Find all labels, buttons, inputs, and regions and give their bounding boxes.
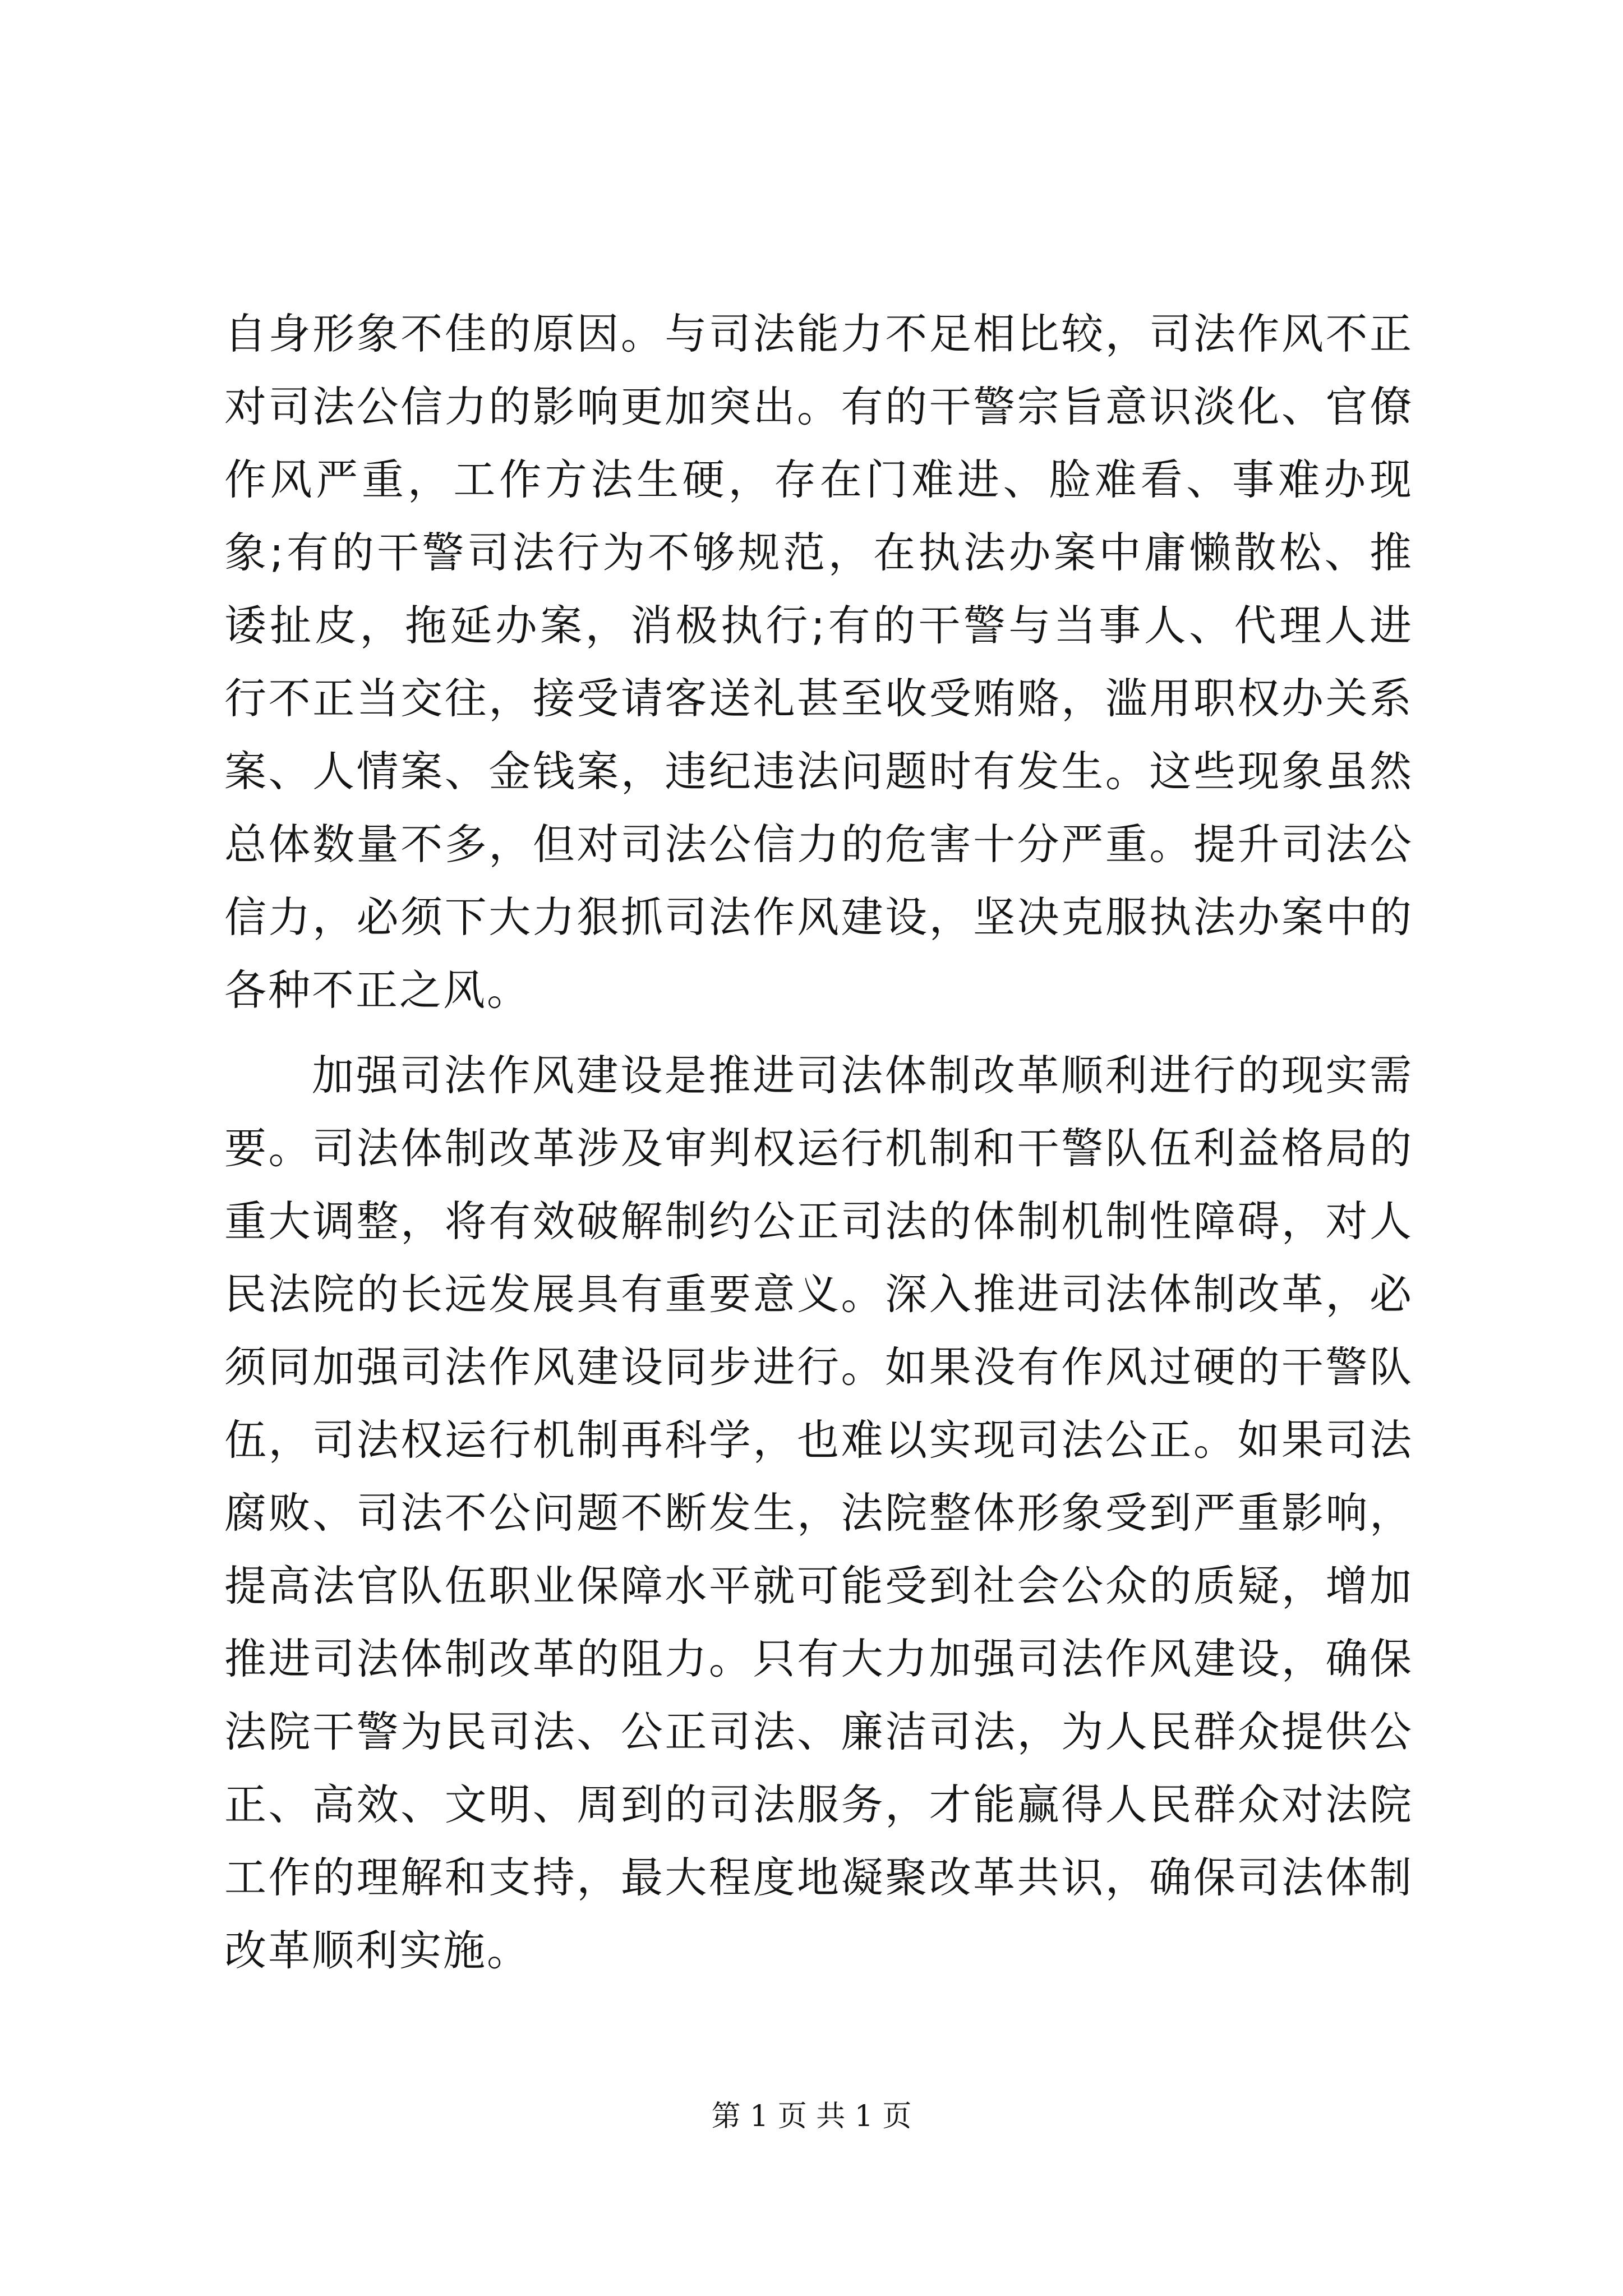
paragraph-continuation: 自身形象不佳的原因。与司法能力不足相比较，司法作风不正对司法公信力的影响更加突出。有的干警宗旨意识淡化、官僚作风严重，工作方法生硬，存在门难进、脸难看、事难办现象;有的干警司法行为不够规范，在执法办案中庸懒散松、推诿扯皮，拖延办案，消极执行;有的干警与当事人、代理人进行不正当交往，接受请客送礼甚至收受贿赂，滥用职权办关系案、人情案、金钱案，违纪违法问题时有发生。这些现象虽然总体数量不多，但对司法公信力的危害十分严重。提升司法公信力，必须下大力狠抓司法作风建设，坚决克服执法办案中的各种不正之风。 [224, 309, 1413, 1015]
page-footer: 第 1 页 共 1 页 [711, 2100, 912, 2133]
paragraph-judicial-reform: 加强司法作风建设是推进司法体制改革顺利进行的现实需要。司法体制改革涉及审判权运行机制和干警队伍利益格局的重大调整，将有效破解制约公正司法的体制机制性障碍，对人民法院的长远发展具有重要意义。深入推进司法体制改革，必须同加强司法作风建设同步进行。如果没有作风过硬的干警队伍，司法权运行机制再科学，也难以实现司法公正。如果司法腐败、司法不公问题不断发生，法院整体形象受到严重影响，提高法官队伍职业保障水平就可能受到社会公众的质疑，增加推进司法体制改革的阻力。只有大力加强司法作风建设，确保法院干警为民司法、公正司法、廉洁司法，为人民群众提供公正、高效、文明、周到的司法服务，才能赢得人民群众对法院工作的理解和支持，最大程度地凝聚改革共识，确保司法体制改革顺利实施。 [224, 1051, 1413, 1975]
document-body [224, 297, 1413, 1987]
